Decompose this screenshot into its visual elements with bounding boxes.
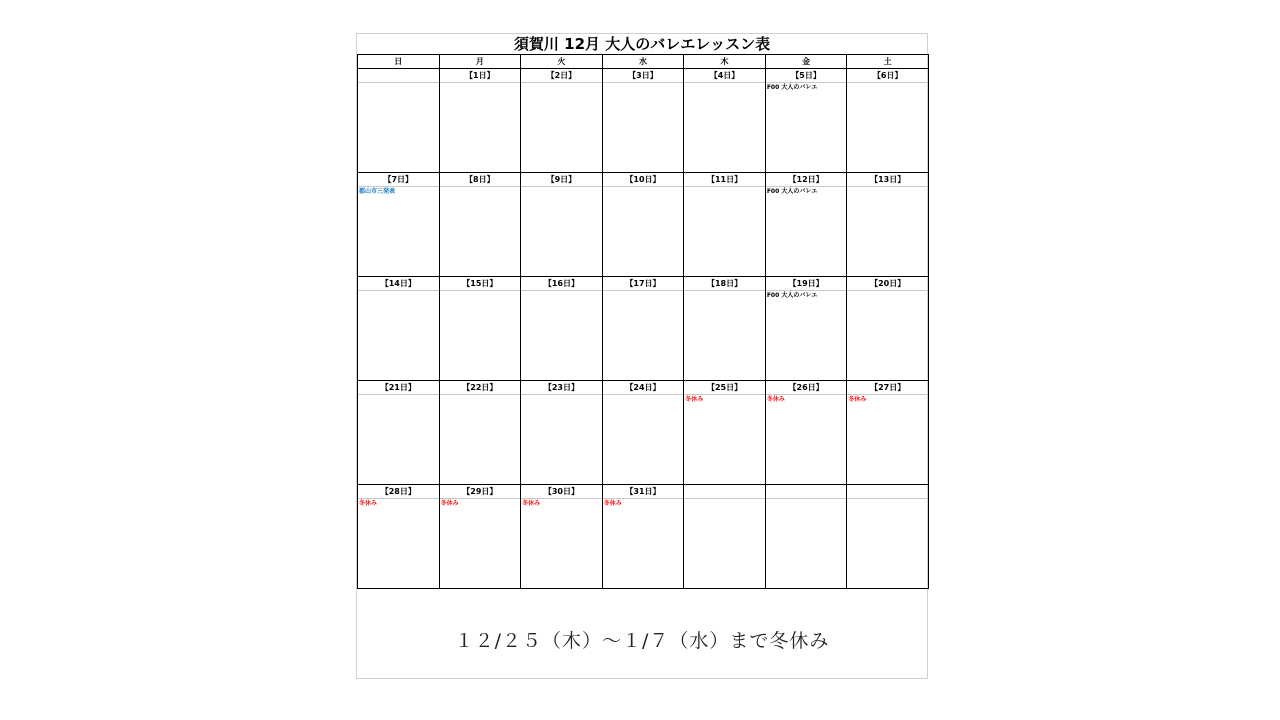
- day-event: 冬休み: [685, 396, 704, 403]
- day-cell: [521, 69, 603, 173]
- day-cell: [602, 485, 684, 589]
- day-number: 【12日】: [766, 173, 847, 187]
- day-number: 【8日】: [440, 173, 521, 187]
- day-cell: [602, 69, 684, 173]
- day-cell: [684, 277, 766, 381]
- weekday-tue: 火: [521, 55, 603, 69]
- day-number: 【16日】: [521, 277, 602, 291]
- day-cell: [847, 381, 929, 485]
- day-number: 【27日】: [847, 381, 928, 395]
- weekday-wed: 水: [602, 55, 684, 69]
- day-number: [847, 485, 928, 499]
- day-number: 【15日】: [440, 277, 521, 291]
- day-cell: [847, 69, 929, 173]
- day-number: [684, 485, 765, 499]
- day-cell: [439, 381, 521, 485]
- day-cell: [439, 69, 521, 173]
- day-cell: [765, 69, 847, 173]
- day-cell: [684, 485, 766, 589]
- day-number: 【11日】: [684, 173, 765, 187]
- day-event: F00 大人のバレエ: [766, 292, 818, 299]
- day-event: 冬休み: [440, 500, 459, 507]
- day-event: 冬休み: [766, 396, 785, 403]
- day-event: 郡山市三発表: [359, 188, 396, 195]
- schedule-sheet: [356, 33, 928, 679]
- day-number: 【18日】: [684, 277, 765, 291]
- weekday-sun: 日: [358, 55, 440, 69]
- day-cell: [358, 173, 440, 277]
- day-number: 【19日】: [766, 277, 847, 291]
- day-event: 冬休み: [603, 500, 622, 507]
- day-cell: [602, 381, 684, 485]
- day-number: 【7日】: [358, 173, 439, 187]
- weekday-thu: 木: [684, 55, 766, 69]
- day-cell: [765, 381, 847, 485]
- day-number: 【3日】: [603, 69, 684, 83]
- day-cell: [847, 277, 929, 381]
- day-cell: [765, 173, 847, 277]
- day-cell: [521, 485, 603, 589]
- day-cell: [684, 69, 766, 173]
- day-cell: [602, 173, 684, 277]
- day-event: 冬休み: [848, 396, 867, 403]
- page-title: 須賀川 12月 大人のバレエレッスン表: [513, 35, 771, 53]
- day-cell: [847, 485, 929, 589]
- day-number: [766, 485, 847, 499]
- day-cell: [847, 173, 929, 277]
- day-cell: [521, 277, 603, 381]
- day-number: 【17日】: [603, 277, 684, 291]
- calendar-table: [357, 54, 929, 589]
- day-event: 冬休み: [522, 500, 541, 507]
- day-number: 【21日】: [358, 381, 439, 395]
- day-number: 【25日】: [684, 381, 765, 395]
- week-row: [358, 277, 929, 381]
- day-cell: [439, 173, 521, 277]
- winter-break-notice: １２/２５（木）～１/７（水）まで冬休み: [454, 630, 830, 652]
- weekday-sat: 土: [847, 55, 929, 69]
- day-cell: [765, 485, 847, 589]
- day-cell: [439, 277, 521, 381]
- week-row: [358, 69, 929, 173]
- day-number: 【22日】: [440, 381, 521, 395]
- day-cell: [765, 277, 847, 381]
- week-row: [358, 381, 929, 485]
- day-cell: [439, 485, 521, 589]
- day-number: 【1日】: [440, 69, 521, 83]
- day-cell: [358, 485, 440, 589]
- day-cell: [602, 277, 684, 381]
- day-number: 【28日】: [358, 485, 439, 499]
- day-number: 【13日】: [847, 173, 928, 187]
- day-number: 【14日】: [358, 277, 439, 291]
- day-number: 【2日】: [521, 69, 602, 83]
- day-number: 【20日】: [847, 277, 928, 291]
- weekday-fri: 金: [765, 55, 847, 69]
- day-cell: [521, 381, 603, 485]
- day-number: 【9日】: [521, 173, 602, 187]
- day-cell: [358, 381, 440, 485]
- day-number: 【24日】: [603, 381, 684, 395]
- day-cell: [684, 173, 766, 277]
- day-cell: [684, 381, 766, 485]
- day-number: 【29日】: [440, 485, 521, 499]
- day-cell: [521, 173, 603, 277]
- day-cell: [358, 69, 440, 173]
- day-event: 冬休み: [359, 500, 378, 507]
- weekday-mon: 月: [439, 55, 521, 69]
- day-number: 【5日】: [766, 69, 847, 83]
- day-number: [358, 69, 439, 83]
- day-number: 【4日】: [684, 69, 765, 83]
- day-number: 【31日】: [603, 485, 684, 499]
- day-number: 【6日】: [847, 69, 928, 83]
- day-event: F00 大人のバレエ: [766, 84, 818, 91]
- day-cell: [358, 277, 440, 381]
- day-number: 【26日】: [766, 381, 847, 395]
- week-row: [358, 173, 929, 277]
- week-row: [358, 485, 929, 589]
- calendar-body: [358, 69, 929, 589]
- weekday-header-row: [358, 55, 929, 69]
- day-event: F00 大人のバレエ: [766, 188, 818, 195]
- day-number: 【23日】: [521, 381, 602, 395]
- day-number: 【10日】: [603, 173, 684, 187]
- day-number: 【30日】: [521, 485, 602, 499]
